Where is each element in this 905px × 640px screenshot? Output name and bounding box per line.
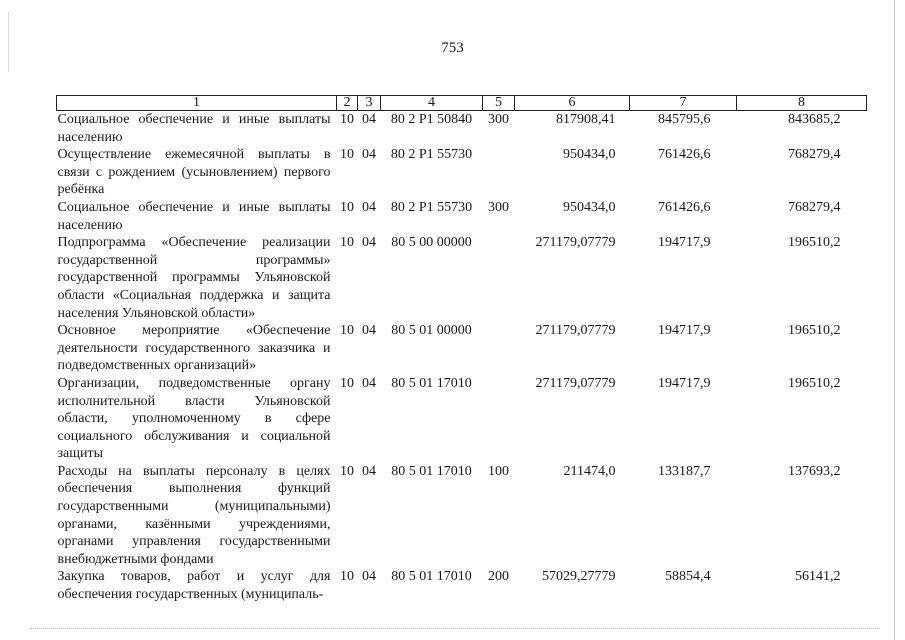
row-value-col6: 817908,41: [556, 112, 616, 127]
row-name: Социальное обеспечение и иные выплаты населению: [57, 199, 331, 233]
row-section: 10: [340, 463, 354, 479]
row-value-col7: 761426,6: [658, 147, 711, 163]
header-col-5: 5: [483, 96, 515, 111]
table-row: [57, 322, 867, 375]
row-value-col6: 950434,0: [563, 199, 616, 215]
row-target-code: 80 5 00 00000: [391, 235, 472, 251]
row-target-code: 80 5 01 17010: [391, 375, 472, 391]
row-value-col6: 211474,0: [563, 463, 616, 479]
row-subsection: 04: [362, 147, 376, 163]
page-number: 753: [441, 40, 464, 56]
row-value-col6: 57029,27779: [542, 569, 616, 585]
row-value-col6: 271179,07779: [535, 323, 616, 339]
row-value-col8: 137693,2: [788, 463, 841, 479]
budget-table: [56, 95, 867, 604]
header-col-8: 8: [737, 96, 867, 111]
row-name: Социальное обеспечение и иные выплаты населению: [57, 112, 331, 145]
row-subsection: 04: [362, 112, 376, 127]
row-target-code: 80 5 01 17010: [391, 463, 472, 479]
row-subsection: 04: [362, 375, 376, 391]
table-header-row: [57, 96, 867, 111]
row-expense-type: 300: [488, 199, 509, 215]
row-target-code: 80 2 Р1 50840: [390, 112, 473, 127]
header-col-2: 2: [337, 96, 358, 111]
row-section: 10: [340, 375, 354, 391]
row-value-col7: 761426,6: [658, 199, 711, 215]
row-expense-type: [483, 375, 515, 463]
row-section: 10: [340, 569, 354, 585]
row-value-col8: 196510,2: [788, 323, 841, 339]
table-row: [57, 463, 867, 569]
row-value-col7: 58854,4: [665, 569, 711, 585]
row-value-col8: 196510,2: [788, 375, 841, 391]
row-name: Подпрограмма «Обеспечение реализации государственной программы» государственной программы Ульяновской области «Социальная поддержка и защита населения Ульяновской области»: [57, 235, 331, 321]
row-value-col6: 271179,07779: [535, 375, 616, 391]
row-expense-type: [483, 146, 515, 199]
table-row: [57, 146, 867, 199]
row-section: 10: [340, 147, 354, 163]
header-col-6: 6: [515, 96, 630, 111]
row-name: Основное мероприятие «Обеспечение деятельности государственного заказчика и подведомственных организаций»: [57, 323, 331, 374]
scan-top-edge: [0, 0, 905, 12]
table-row: [57, 568, 867, 603]
row-name: Осуществление ежемесячной выплаты в связи с рождением (усыновлением) первого ребёнка: [57, 147, 331, 198]
row-section: 10: [340, 323, 354, 339]
row-section: 10: [340, 199, 354, 215]
header-col-3: 3: [358, 96, 381, 111]
row-expense-type: 300: [488, 112, 509, 127]
row-target-code: 80 5 01 17010: [391, 569, 472, 585]
header-col-4: 4: [381, 96, 483, 111]
row-subsection: 04: [362, 235, 376, 251]
row-name: Закупка товаров, работ и услуг для обеспечения государственных (муниципаль-: [57, 569, 331, 603]
row-value-col8: 768279,4: [788, 199, 841, 215]
row-target-code: 80 2 Р1 55730: [390, 147, 473, 163]
table-row: [57, 375, 867, 463]
row-subsection: 04: [362, 463, 376, 479]
row-value-col8: 768279,4: [788, 147, 841, 163]
table-row: [57, 234, 867, 322]
row-subsection: 04: [362, 323, 376, 339]
row-section: 10: [340, 235, 354, 251]
row-value-col7: 194717,9: [658, 323, 711, 339]
scan-bottom-noise: [30, 628, 880, 630]
row-value-col6: 950434,0: [563, 147, 616, 163]
table-row: [57, 199, 867, 234]
row-expense-type: [483, 234, 515, 322]
row-target-code: 80 2 Р1 55730: [390, 199, 473, 215]
row-value-col7: 194717,9: [658, 235, 711, 251]
row-expense-type: [483, 322, 515, 375]
row-subsection: 04: [362, 569, 376, 585]
row-target-code: 80 5 01 00000: [391, 323, 472, 339]
table-row: [57, 111, 867, 147]
row-value-col7: 133187,7: [658, 463, 711, 479]
row-value-col6: 271179,07779: [535, 235, 616, 251]
row-subsection: 04: [362, 199, 376, 215]
header-col-1: 1: [57, 96, 337, 111]
row-value-col8: 56141,2: [795, 569, 841, 585]
header-col-7: 7: [630, 96, 737, 111]
scan-right-edge: [894, 0, 895, 640]
row-value-col7: 194717,9: [658, 375, 711, 391]
row-value-col8: 196510,2: [788, 235, 841, 251]
row-expense-type: 100: [488, 463, 509, 479]
row-name: Расходы на выплаты персоналу в целях обеспечения выполнения функций государственными (муниципальными) органами, казёнными учреждениями, органами управления государственными внебюджетными фондами: [57, 463, 331, 567]
row-expense-type: 200: [488, 569, 509, 585]
row-name: Организации, подведомственные органу исполнительной власти Ульяновской области, уполномоченному в сфере социального обслуживания и социальной защиты: [57, 375, 331, 462]
row-value-col8: 843685,2: [788, 112, 841, 127]
row-value-col7: 845795,6: [658, 112, 711, 127]
row-section: 10: [340, 112, 354, 127]
